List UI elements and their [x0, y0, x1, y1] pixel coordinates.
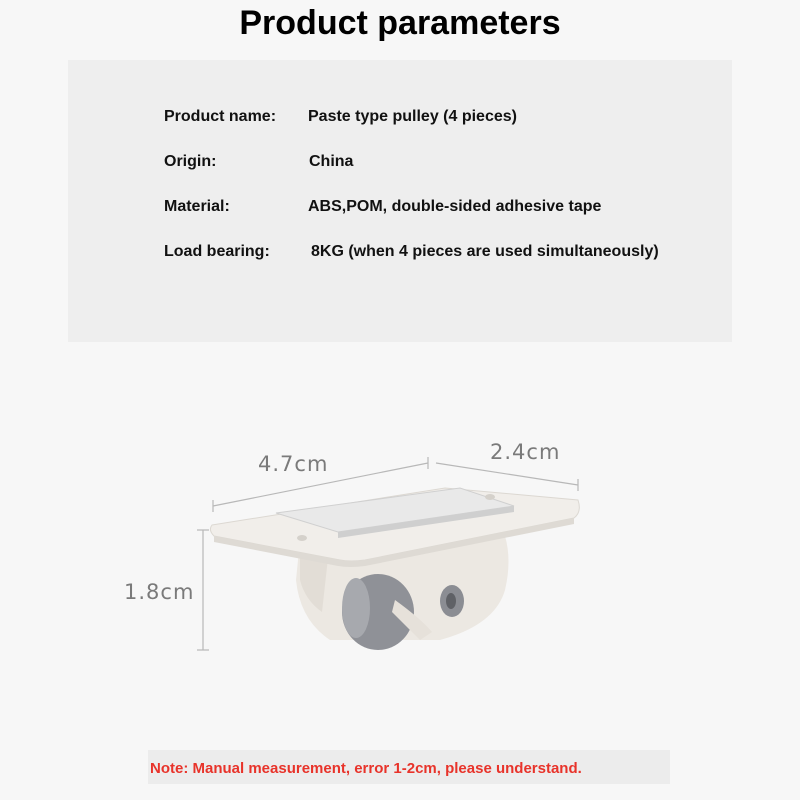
- pulley-body: [210, 488, 579, 650]
- param-value: 8KG (when 4 pieces are used simultaneously): [311, 243, 659, 260]
- param-label: Load bearing:: [164, 243, 270, 260]
- page-title: Product parameters: [239, 4, 561, 42]
- param-label: Material:: [164, 198, 230, 215]
- param-label: Origin:: [164, 153, 217, 170]
- dimension-width-label: 2.4cm: [490, 440, 561, 464]
- param-value: China: [309, 153, 354, 170]
- param-value: ABS,POM, double-sided adhesive tape: [308, 198, 602, 215]
- param-value: Paste type pulley (4 pieces): [308, 108, 517, 125]
- param-label: Product name:: [164, 108, 277, 125]
- dimension-height-label: 1.8cm: [124, 580, 195, 604]
- dimension-length-label: 4.7cm: [258, 452, 329, 476]
- note-text: Note: Manual measurement, error 1-2cm, please understand.: [150, 760, 582, 777]
